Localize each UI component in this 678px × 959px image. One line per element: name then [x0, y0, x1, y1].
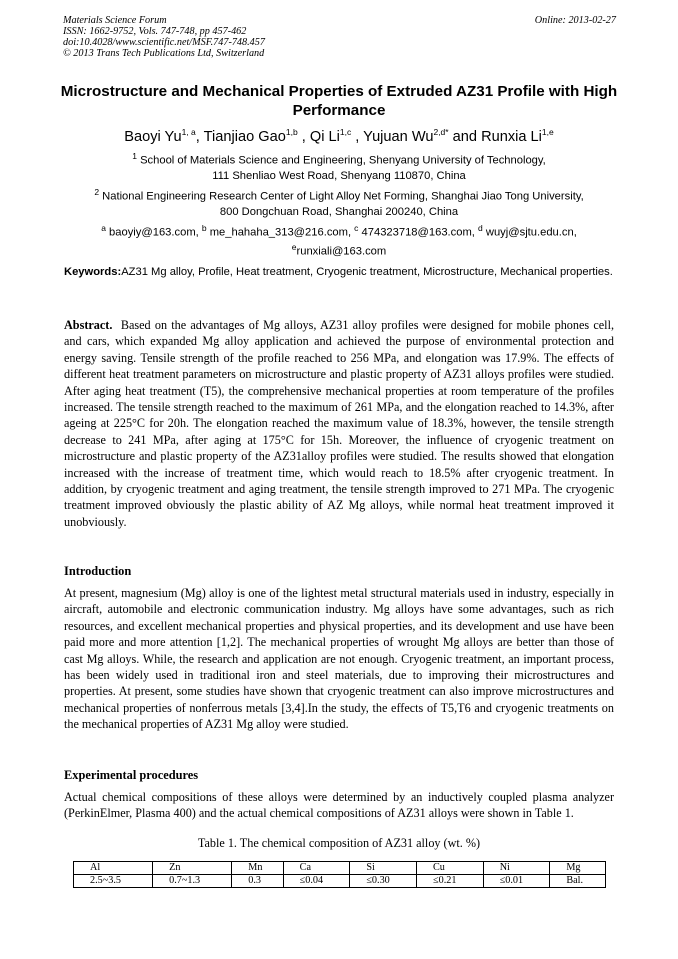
- author-name: Runxia Li: [481, 128, 542, 145]
- introduction-text: At present, magnesium (Mg) alloy is one of the lightest metal structural materials used in industry, especially in aircraft, automobile and electronic communication industry. Mg alloys have some advantages, such as rich resources, and excellent mechanical properties and physical properties, and its development and use have been paid more and more attention [1,2]. The mechanical properties of wrought Mg alloys are better than those of cast Mg alloys. While, the research and application are not enough. Cryogenic treatment, an important process, has been widely used in traditional iron and steel materials, due to improving their microstructures and properties. At present, some studies have shown that cryogenic treatment can also improve microstructures and mechanical properties of nonferrous metals [3,4].In the study, the effects of T5,T6 and cryogenic treatments on the mechanical properties of AZ31 Mg alloy were studied.: [64, 586, 614, 732]
- email-link[interactable]: me_hahaha_313@216.com,: [209, 226, 352, 239]
- table-header-cell: Cu: [417, 862, 484, 875]
- table-cell: 0.3: [232, 875, 283, 888]
- experimental-text: Actual chemical compositions of these alloys were determined by an inductively coupled plasma analyzer (PerkinElmer, Plasma 400) and the actual chemical compositions of AZ31 alloys were shown in Table 1.: [64, 790, 614, 821]
- author-separator: ,: [195, 128, 204, 145]
- author-name: Tianjiao Gao: [203, 128, 286, 145]
- table-cell: ≤0.21: [417, 875, 484, 888]
- table-header-cell: Mg: [550, 862, 606, 875]
- email-link[interactable]: 474323718@163.com,: [361, 226, 475, 239]
- table-cell: 0.7~1.3: [153, 875, 232, 888]
- table-cell: ≤0.30: [350, 875, 417, 888]
- journal-name: Materials Science Forum: [63, 15, 167, 26]
- affiliation-line: National Engineering Research Center of Light Alloy Net Forming, Shanghai Jiao Tong University,: [102, 190, 584, 203]
- affiliation-1: [60, 149, 618, 184]
- table-header-cell: Al: [74, 862, 153, 875]
- author-affil-sup: 1,c: [339, 127, 352, 137]
- author-separator: and: [448, 128, 482, 145]
- composition-table: [73, 861, 606, 888]
- affiliation-2: [60, 185, 618, 220]
- table-cell: ≤0.01: [483, 875, 550, 888]
- affiliation-number: 2: [94, 187, 100, 197]
- author-name: Yujuan Wu: [363, 128, 434, 145]
- affiliation-line: School of Materials Science and Engineering, Shenyang University of Technology,: [140, 154, 546, 167]
- email-link[interactable]: baoyiy@163.com,: [109, 226, 199, 239]
- author-affil-sup: 1,b: [285, 127, 298, 137]
- table-header-cell: Ca: [283, 862, 350, 875]
- journal-header: [63, 15, 265, 59]
- keywords: [64, 265, 616, 280]
- section-heading: Introduction: [64, 564, 132, 578]
- affiliation-line: 111 Shenliao West Road, Shenyang 110870, China: [212, 169, 466, 182]
- table-row: [74, 875, 606, 888]
- paper-title: Microstructure and Mechanical Properties of Extruded AZ31 Profile with High Performance: [60, 83, 618, 119]
- abstract: [64, 317, 614, 530]
- journal-copyright: © 2013 Trans Tech Publications Ltd, Switzerland: [63, 48, 265, 59]
- affiliation-line: 800 Dongchuan Road, Shanghai 200240, China: [219, 205, 459, 218]
- email-link[interactable]: runxiali@163.com: [296, 245, 387, 258]
- author-emails: $^a$ baoyiy@163.com, $^b$ me_hahaha_313@216.com, $^c$ 474323718@163.com, $^d$ wuyj@sjtu.edu.cn, $^e$runxiali@163.com: [101, 223, 577, 258]
- abstract-label: Abstract.: [64, 318, 113, 332]
- journal-issn: ISSN: 1662-9752, Vols. 747-748, pp 457-462: [63, 26, 247, 37]
- author-name: Qi Li: [309, 128, 340, 145]
- keywords-label: Keywords:: [64, 266, 122, 278]
- author-separator: ,: [297, 128, 310, 145]
- abstract-text: Based on the advantages of Mg alloys, AZ31 alloy profiles were designed for mobile phones cell, and cars, which expanded Mg alloy application and achieved the purpose of environmental protection and energy saving. Tensile strength of the profile reached to 256 MPa, and elongation was 17.9%. The effects of different heat treatment parameters on microstructure and plastic property of AZ31 alloys profiles were studied. After aging heat treatment (T5), the comprehensive mechanical properties at room temperature of the profiles increased. The tensile strength reached to the maximum of 261 MPa, and the elongation reached to 14.3%, after ageing at 225°C for 20h. The elongation reached the maximum value of 18.3%, however, the tensile strength decrease to 241 MPa, after aging at 175°C for 15h. Moreover, the influence of cryogenic treatment on microstructure and plastic property of the AZ31alloy profiles were studied. The results showed that elongation increased with the increase of treatment time, which would reach to 18.5% after cryogenic treatment. In addition, by cryogenic treatment and aging treatment, the tensile strength improved to 271 MPa. The cryogenic treatment improved obviously the plastic ability of AZ Mg alloys, while normal heat treatment improved it unobviously.: [64, 318, 614, 529]
- author-affil-sup: 2,d*: [433, 127, 449, 137]
- author-name: Baoyi Yu: [124, 128, 182, 145]
- email-link[interactable]: wuyj@sjtu.edu.cn,: [485, 226, 577, 239]
- table-cell: Bal.: [550, 875, 606, 888]
- table-cell: 2.5~3.5: [74, 875, 153, 888]
- table-cell: ≤0.04: [283, 875, 350, 888]
- author-affil-sup: 1,e: [541, 127, 554, 137]
- table-header-cell: Zn: [153, 862, 232, 875]
- keywords-text: AZ31 Mg alloy, Profile, Heat treatment, Cryogenic treatment, Microstructure, Mechanical properties.: [121, 266, 613, 278]
- author-list: [60, 123, 618, 146]
- table-header-cell: Mn: [232, 862, 283, 875]
- section-heading: Experimental procedures: [64, 768, 199, 782]
- table-header-row: [74, 862, 606, 875]
- affiliation-number: 1: [132, 151, 137, 161]
- journal-doi: doi:10.4028/www.scientific.net/MSF.747-748.457: [63, 37, 265, 48]
- table-header-cell: Si: [350, 862, 417, 875]
- table-caption: Table 1. The chemical composition of AZ31 alloy (wt. %): [197, 836, 481, 850]
- author-affil-sup: 1, a: [181, 127, 196, 137]
- table-header-cell: Ni: [483, 862, 550, 875]
- online-date: Online: 2013-02-27: [534, 15, 616, 26]
- author-separator: ,: [351, 128, 364, 145]
